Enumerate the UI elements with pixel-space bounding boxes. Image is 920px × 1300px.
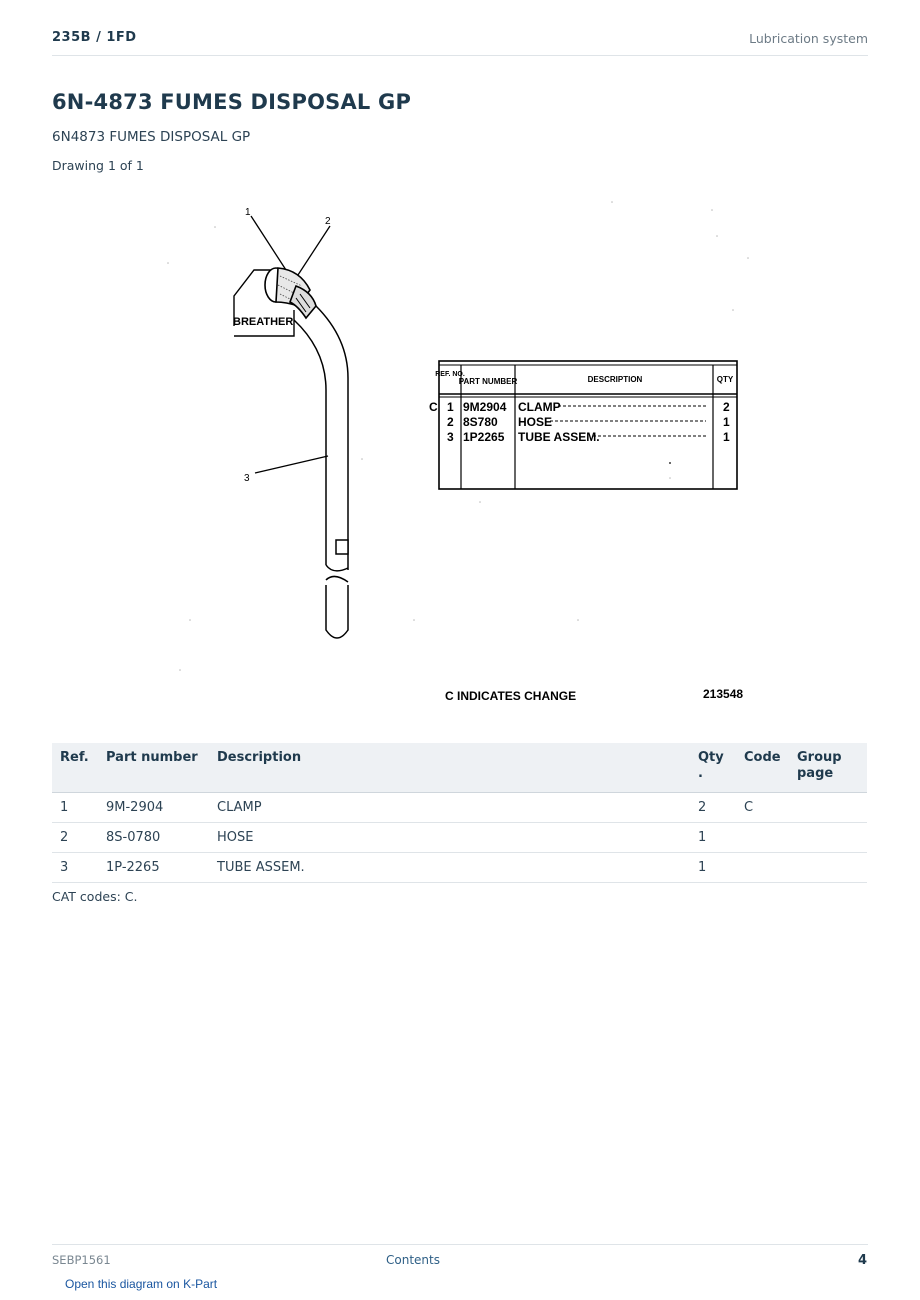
parts-diagram <box>150 190 770 720</box>
legend-change-mark: C <box>429 400 438 414</box>
footer-divider <box>52 1244 868 1245</box>
legend-ref: 2 <box>447 415 454 429</box>
page-subtitle: 6N4873 FUMES DISPOSAL GP <box>52 129 251 145</box>
table-row <box>52 853 867 883</box>
cell-ref: 1 <box>52 793 98 823</box>
table-row <box>52 823 867 853</box>
cell-qty: 2 <box>690 793 736 823</box>
parts-table <box>52 743 867 883</box>
clamp-fitting <box>265 268 316 318</box>
legend-header-ref: REF. NO. <box>435 371 465 378</box>
cell-part-number: 9M-2904 <box>98 793 209 823</box>
legend-desc: CLAMP <box>518 400 561 414</box>
cat-codes-note: CAT codes: C. <box>52 889 138 904</box>
page-number: 4 <box>857 1253 867 1268</box>
col-part-number: Part number <box>98 743 209 793</box>
cell-description: TUBE ASSEM. <box>209 853 690 883</box>
callout-3: 3 <box>244 473 250 484</box>
legend-rows <box>429 400 730 444</box>
legend-desc: HOSE <box>518 415 553 429</box>
cell-group-page <box>789 793 867 823</box>
open-on-kpart-link[interactable]: Open this diagram on K-Part <box>65 1277 218 1291</box>
document-id: SEBP1561 <box>52 1253 111 1267</box>
contents-link[interactable]: Contents <box>386 1253 440 1267</box>
cell-qty: 1 <box>690 823 736 853</box>
legend-qty: 2 <box>723 400 730 414</box>
cell-description: CLAMP <box>209 793 690 823</box>
legend-part: 9M2904 <box>463 400 507 414</box>
cell-ref: 2 <box>52 823 98 853</box>
page-title: 6N-4873 FUMES DISPOSAL GP <box>52 90 412 114</box>
drawing-count-label: Drawing 1 of 1 <box>52 158 144 173</box>
cell-description: HOSE <box>209 823 690 853</box>
col-ref: Ref. <box>52 743 98 793</box>
col-group-page: Group page <box>789 743 867 793</box>
breather-label: BREATHER <box>233 316 294 328</box>
tube-assembly <box>294 306 348 638</box>
leader-lines <box>251 216 330 473</box>
diagram-legend <box>429 361 737 489</box>
page-header <box>52 28 868 56</box>
scan-specks <box>167 201 749 671</box>
legend-ref: 3 <box>447 430 454 444</box>
legend-desc: TUBE ASSEM. <box>518 430 600 444</box>
parts-table-header <box>52 743 867 793</box>
legend-header-description: DESCRIPTION <box>587 375 643 384</box>
drawing-number: 213548 <box>703 687 744 701</box>
cell-group-page <box>789 823 867 853</box>
legend-part: 1P2265 <box>463 430 505 444</box>
table-row <box>52 793 867 823</box>
cell-code <box>736 853 789 883</box>
cell-part-number: 1P-2265 <box>98 853 209 883</box>
legend-header-qty: QTY <box>716 375 734 384</box>
col-description: Description <box>209 743 690 793</box>
cell-code: C <box>736 793 789 823</box>
cell-code <box>736 823 789 853</box>
section-label: Lubrication system <box>749 31 868 46</box>
cell-part-number: 8S-0780 <box>98 823 209 853</box>
col-code: Code <box>736 743 789 793</box>
legend-qty: 1 <box>723 430 730 444</box>
legend-qty: 1 <box>723 415 730 429</box>
cell-qty: 1 <box>690 853 736 883</box>
cell-ref: 3 <box>52 853 98 883</box>
callout-2: 2 <box>325 216 331 227</box>
legend-part: 8S780 <box>463 415 498 429</box>
cell-group-page <box>789 853 867 883</box>
legend-ref: 1 <box>447 400 454 414</box>
callout-1: 1 <box>245 207 251 218</box>
model-label: 235B / 1FD <box>52 30 137 45</box>
legend-header-part: PART NUMBER <box>458 377 518 386</box>
change-note: C INDICATES CHANGE <box>445 689 577 703</box>
scan-dot <box>669 462 671 464</box>
col-qty: Qty . <box>690 743 736 793</box>
